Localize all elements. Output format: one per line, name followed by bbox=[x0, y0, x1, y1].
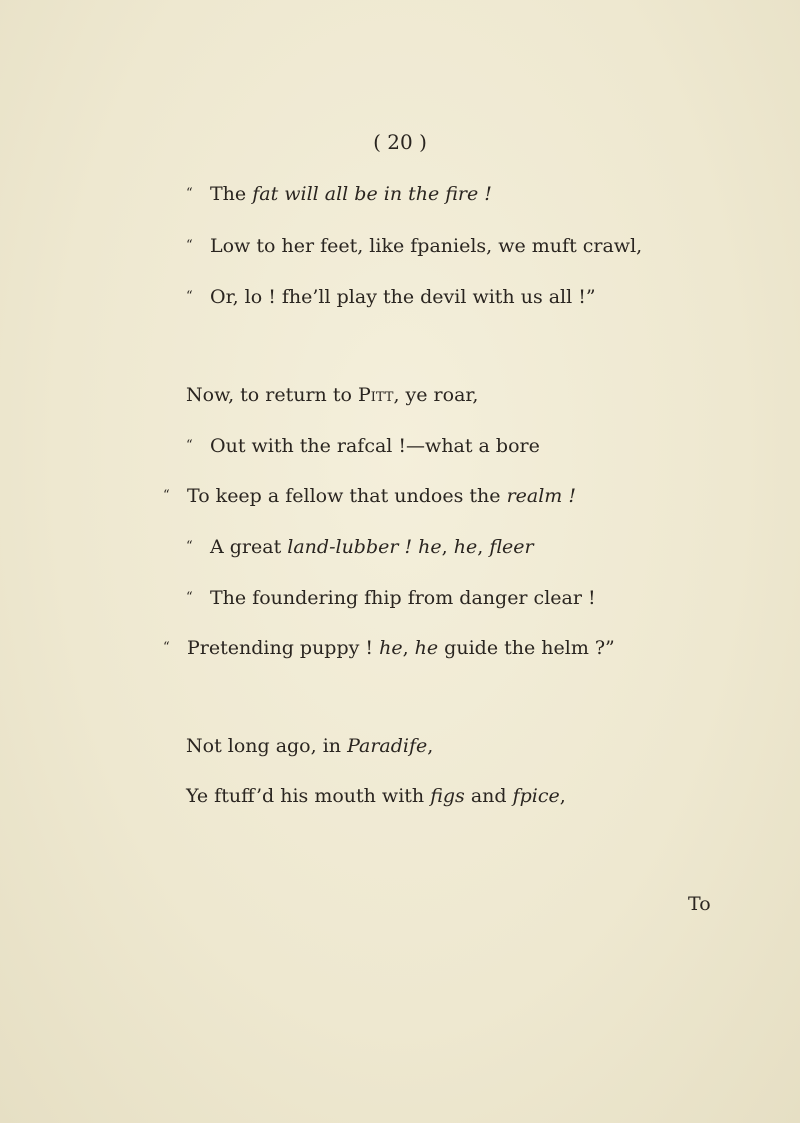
quote-mark: “ bbox=[186, 438, 193, 453]
verse-line: “ The fat will all be in the fire ! bbox=[186, 183, 492, 205]
quote-mark: “ bbox=[163, 488, 170, 503]
verse-line: Now, to return to Pitt, ye roar, bbox=[186, 384, 479, 406]
quote-mark: “ bbox=[186, 289, 193, 304]
verse-line: “ To keep a fellow that undoes the realm ! bbox=[163, 485, 576, 507]
verse-line: Ye ftuff’d his mouth with figs and fpice, bbox=[186, 785, 566, 807]
verse-line: Not long ago, in Paradife, bbox=[186, 735, 434, 757]
quote-mark: “ bbox=[163, 640, 170, 655]
quote-mark: “ bbox=[186, 539, 193, 554]
quote-mark: “ bbox=[186, 186, 193, 201]
catchword: To bbox=[688, 893, 711, 915]
page-number: ( 20 ) bbox=[373, 130, 427, 154]
verse-line: “ Low to her feet, like fpaniels, we muft crawl, bbox=[186, 235, 643, 257]
verse-line: “ Or, lo ! fhe’ll play the devil with us all !” bbox=[186, 286, 596, 308]
verse-line: “ Out with the rafcal !—what a bore bbox=[186, 435, 540, 457]
verse-line: “ Pretending puppy ! he, he guide the helm ?” bbox=[163, 637, 615, 659]
quote-mark: “ bbox=[186, 238, 193, 253]
verse-line: “ A great land-lubber ! he, he, fleer bbox=[186, 536, 534, 558]
verse-line: “ The foundering fhip from danger clear ! bbox=[186, 587, 596, 609]
quote-mark: “ bbox=[186, 590, 193, 605]
